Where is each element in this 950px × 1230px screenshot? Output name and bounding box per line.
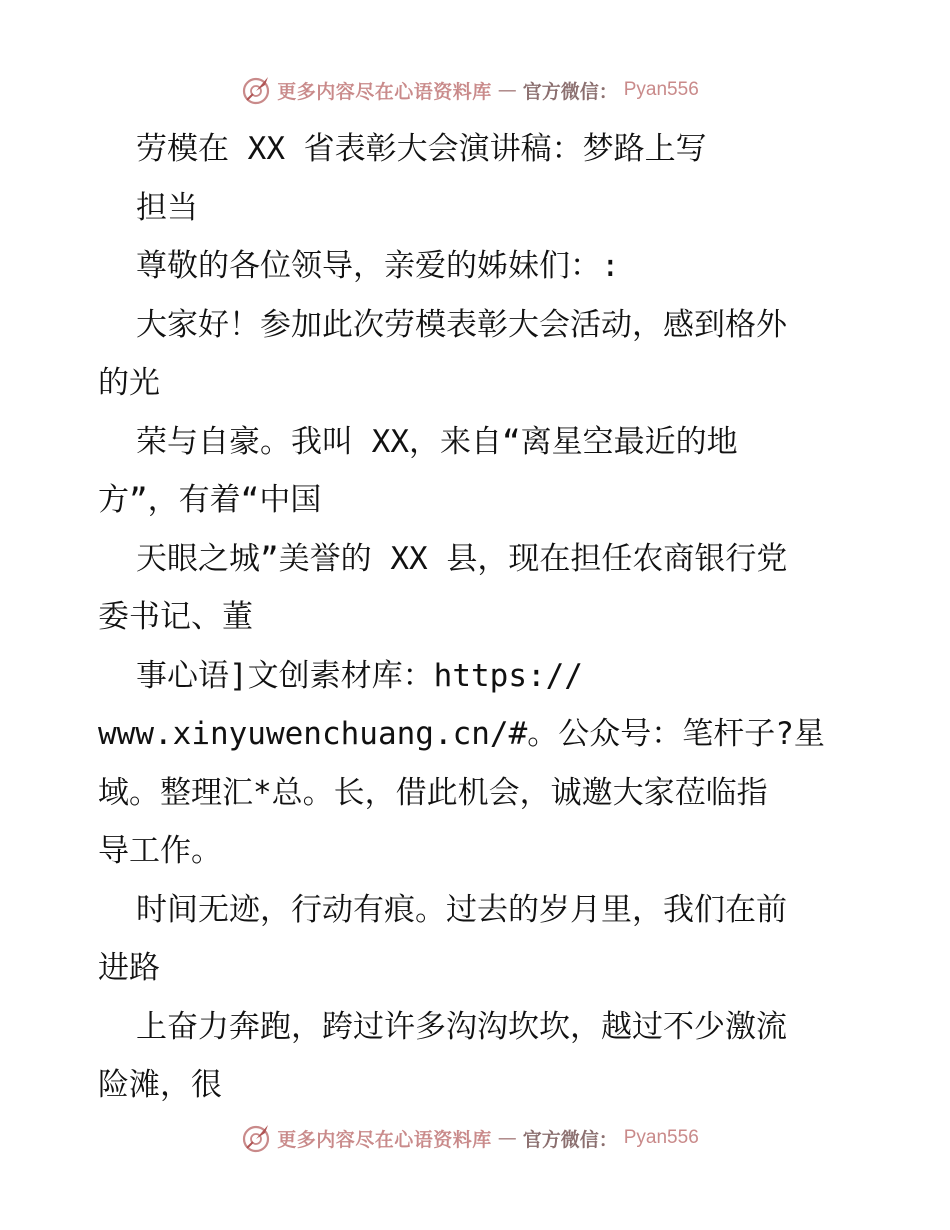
document-line: 的光	[98, 365, 160, 401]
document-line: 荣与自豪。我叫 XX，来自“离星空最近的地	[136, 423, 738, 460]
document-line: 域。整理汇*总。长，借此机会，诚邀大家莅临指	[98, 774, 768, 811]
page-footer	[0, 1118, 950, 1158]
document-line: 劳模在 XX 省表彰大会演讲稿：梦路上写	[136, 131, 707, 167]
document-line: 上奋力奔跑，跨过许多沟沟坎坎，越过不少激流	[136, 1008, 787, 1045]
header-wechat-label: 官方微信：	[522, 80, 618, 103]
header-brand	[241, 75, 699, 105]
page-header	[0, 70, 950, 110]
footer-brand-text: 更多内容尽在心语资料库	[277, 1128, 492, 1151]
document-line: 时间无迹，行动有痕。过去的岁月里，我们在前	[136, 891, 787, 928]
header-wechat-id: Pyan556	[623, 79, 699, 100]
document-line: 委书记、董	[98, 599, 253, 635]
document-line: 尊敬的各位领导，亲爱的姊妹们：:	[136, 248, 620, 284]
document-line: 方”，有着“中国	[98, 482, 322, 518]
footer-separator: —	[497, 1127, 517, 1149]
document-line: 进路	[98, 950, 160, 986]
footer-wechat-id: Pyan556	[623, 1127, 699, 1148]
document-line: 大家好！参加此次劳模表彰大会活动，感到格外	[136, 306, 787, 343]
document-line: www.xinyuwenchuang.cn/#。公众号：笔杆子?星	[98, 716, 825, 752]
document-body	[98, 120, 858, 1115]
document-line: 担当	[136, 189, 198, 226]
header-separator: —	[497, 79, 517, 101]
header-brand-text: 更多内容尽在心语资料库	[277, 80, 492, 103]
document-line: 天眼之城”美誉的 XX 县，现在担任农商银行党	[136, 540, 788, 577]
footer-wechat-label: 官方微信：	[522, 1128, 618, 1151]
footer-brand	[241, 1123, 699, 1153]
document-line: 事心语]文创素材库：https://	[136, 657, 583, 694]
quill-logo-icon	[241, 75, 271, 105]
document-line: 导工作。	[98, 833, 222, 869]
quill-logo-icon	[241, 1123, 271, 1153]
document-line: 险滩，很	[98, 1067, 222, 1103]
